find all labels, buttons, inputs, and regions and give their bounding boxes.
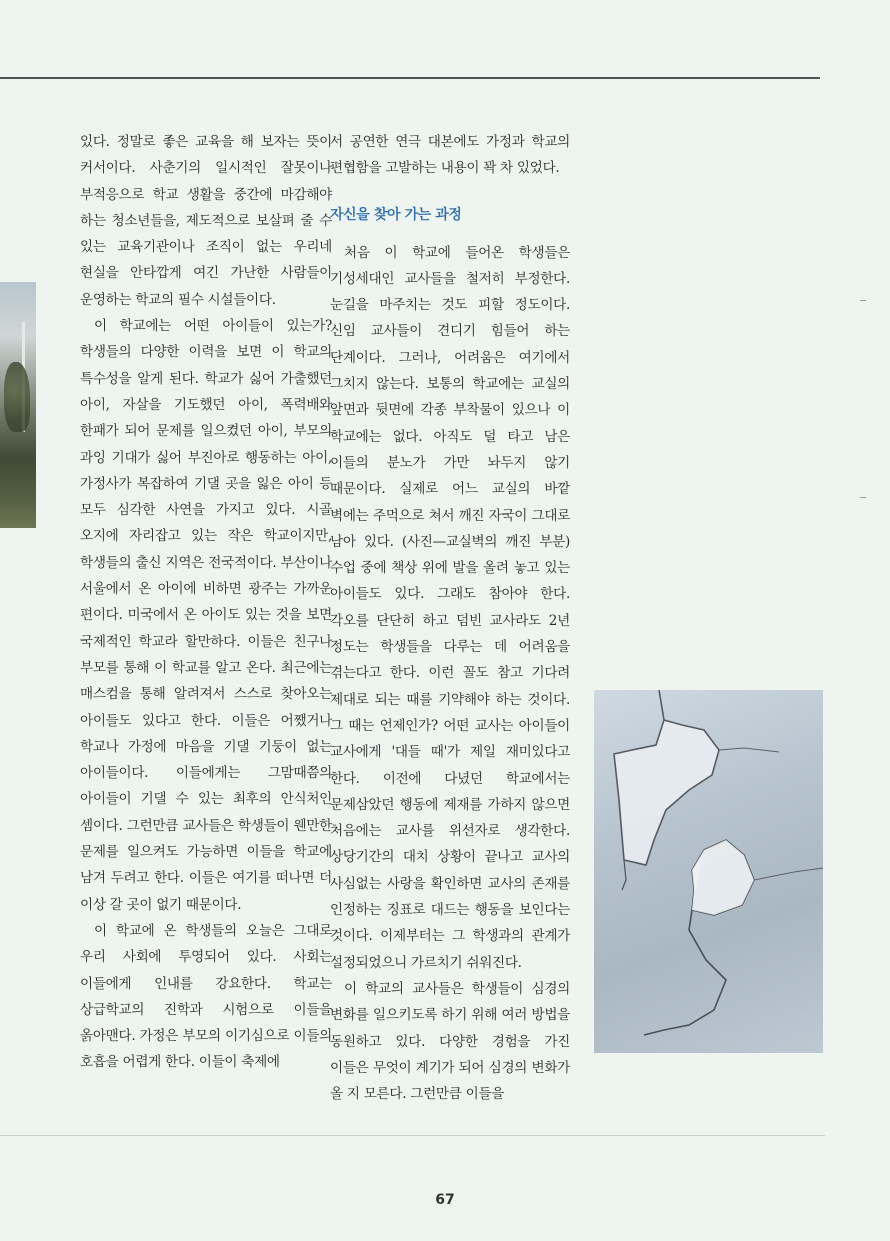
- paragraph: 이 학교에는 어떤 아이들이 있는가? 학생들의 다양한 이력을 보면 이 학교의 특수성을 알게 된다. 학교가 싫어 가출했던 아이, 자살을 기도했던 아이, 폭력배와 한패가 되어 문제를 일으켰던 아이, 부모의 과잉 기대가 싫어 부진아로 행동하는 아이, 가정사가 복잡하여 기댈 곳을 잃은 아이 등 모두 심각한 사연을 가지고 있다. 시골 오지에 자리잡고 있는 작은 학교이지만, 학생들의 출신 지역은 전국적이다. 부산이나 서울에서 온 아이에 비하면 광주는 가까운 편이다. 미국에서 온 아이도 있는 것을 보면 국제적인 학교라 할만하다. 이들은 친구나 부모를 통해 이 학교를 알고 온다. 최근에는 매스컴을 통해 알려져서 스스로 찾아오는 아이들도 있다고 한다. 이들은 어쨌거나 학교나 가정에 마음을 기댈 기둥이 없는 아이들이다. 이들에게는 그맘때쯤의 아이들이 기댈 수 있는 최후의 안식처인 셈이다. 그런만큼 교사들은 학생들이 웬만한 문제를 일으켜도 가능하면 이들을 학교에 남겨 두려고 한다. 이들은 여기를 떠나면 더 이상 갈 곳이 없기 때문이다.: [80, 318, 332, 913]
- right-column: [330, 129, 570, 1107]
- crack-drawing: [594, 690, 823, 1053]
- paragraph: 있다. 정말로 좋은 교육을 해 보자는 뜻이 커서이다. 사춘기의 일시적인 잘못이나 부적응으로 학교 생활을 중간에 마감해야 하는 청소년들을, 제도적으로 보살펴 줄 수 있는 교육기관이나 조직이 없는 우리네 현실을 안타깝게 여긴 가난한 사람들이 운영하는 학교의 필수 시설들이다.: [80, 134, 332, 308]
- section-heading: 자신을 찾아 가는 과정: [330, 206, 462, 223]
- paragraph: 이 학교에 온 학생들의 오늘은 그대로 우리 사회에 투영되어 있다. 사회는 이들에게 인내를 강요한다. 학교는 상급학교의 진학과 시험으로 이들을 옭아맨다. 가정은 부모의 이기심으로 이들의 호흡을 어렵게 한다. 이들이 축제에: [80, 922, 332, 1071]
- paragraph: 이 학교의 교사들은 학생들이 심경의 변화를 일으키도록 하기 위해 여러 방법을 동원하고 있다. 다양한 경험을 가진 이들은 무엇이 계기가 되어 심경의 변화가 올 지 모른다. 그런만큼 이들을: [330, 980, 570, 1103]
- edge-mark: [860, 497, 866, 498]
- paragraph-continued: 서 공연한 연극 대본에도 가정과 학교의 편협함을 고발하는 내용이 꽉 차 있었다.: [330, 134, 570, 177]
- left-column: [80, 129, 332, 1076]
- photo-tree: [4, 362, 30, 432]
- cropped-photo-left: [0, 282, 36, 528]
- top-rule: [0, 77, 820, 79]
- edge-mark: [860, 300, 866, 301]
- paragraph: 처음 이 학교에 들어온 학생들은 기성세대인 교사들을 철저히 부정한다. 눈길을 마주치는 것도 피할 정도이다. 신임 교사들이 견디기 힘들어 하는 단계이다. 그러나, 어려움은 여기에서 그치지 않는다. 보통의 학교에는 교실의 앞면과 뒷면에 각종 부착물이 있으나 이 학교에는 없다. 아직도 덜 타고 남은 이들의 분노가 가만 놔두지 않기 때문이다. 실제로 어느 교실의 바깥 벽에는 주먹으로 쳐서 깨진 자국이 그대로 남아 있다. (사진—교실벽의 깨진 부분) 수업 중에 책상 위에 발을 올려 놓고 있는 아이들도 있다. 그래도 참아야 한다. 각오를 단단히 하고 덤빈 교사라도 2년 정도는 학생들을 다루는 데 어려움을 겪는다고 한다. 이런 꼴도 참고 기다려 제대로 되는 때를 기약해야 하는 것이다. 그 때는 언제인가? 어떤 교사는 아이들이 교사에게 '대들 때'가 제일 재미있다고 한다. 이전에 다녔던 학교에서는 문제삼았던 행동에 제재를 가하지 않으면 처음에는 교사를 위선자로 생각한다. 상당기간의 대치 상황이 끝나고 교사의 사심없는 사랑을 확인하면 교사의 존재를 인정하는 징표로 대드는 행동을 보인다는 것이다. 이제부터는 그 학생과의 관계가 설정되었으니 가르치기 쉬워진다.: [330, 244, 570, 971]
- page-number: 67: [435, 1192, 455, 1208]
- photo-cracked-wall: [594, 690, 823, 1053]
- bottom-rule: [0, 1135, 825, 1136]
